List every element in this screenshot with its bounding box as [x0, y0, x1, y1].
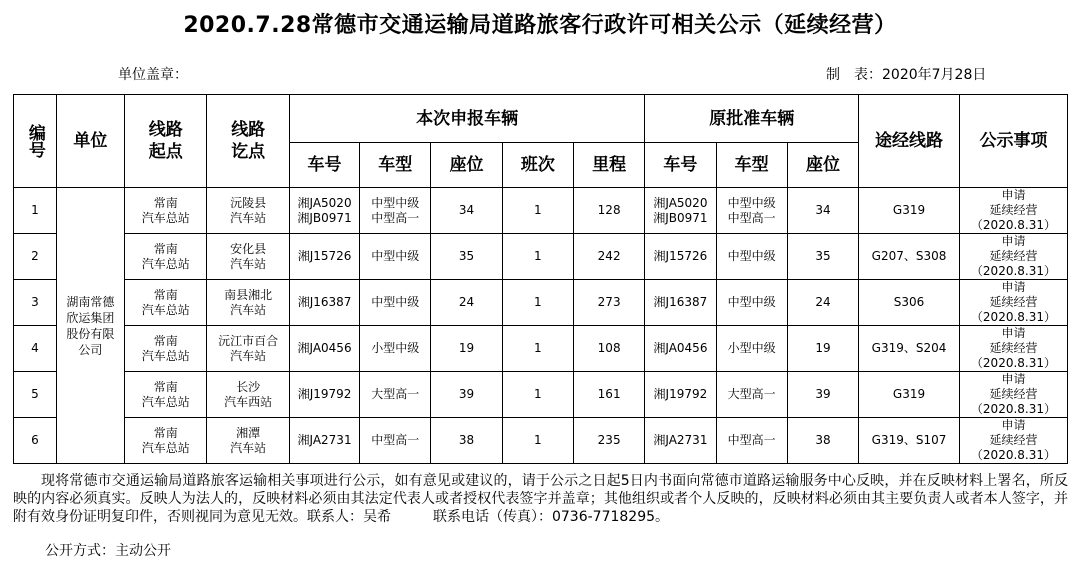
cell-end: 沅陵县 汽车站	[207, 188, 289, 234]
cell-trips: 1	[502, 188, 573, 234]
cell-seats: 24	[431, 280, 502, 326]
cell-model: 中型中级 中型高一	[360, 188, 431, 234]
cell-end: 南县湘北 汽车站	[207, 280, 289, 326]
cell-orig-seats: 35	[787, 234, 858, 280]
cell-no: 1	[14, 188, 57, 234]
cell-orig-model: 大型高一	[716, 372, 787, 418]
cell-orig-model: 中型中级 中型高一	[716, 188, 787, 234]
page-title: 2020.7.28常德市交通运输局道路旅客行政许可相关公示（延续经营）	[183, 13, 897, 38]
cell-unit	[56, 188, 124, 464]
permit-table	[13, 94, 1068, 464]
cell-end: 湘潭 汽车站	[207, 418, 289, 464]
cell-plate: 湘JA0456	[289, 326, 359, 372]
cell-orig-model: 中型中级	[716, 234, 787, 280]
cell-trips: 1	[502, 234, 573, 280]
cell-plate: 湘J16387	[289, 280, 359, 326]
table-row	[14, 372, 1068, 418]
cell-end: 长沙 汽车西站	[207, 372, 289, 418]
cell-mileage: 161	[573, 372, 644, 418]
cell-model: 大型高一	[360, 372, 431, 418]
cell-model: 中型高一	[360, 418, 431, 464]
cell-model: 中型中级	[360, 234, 431, 280]
cell-seats: 34	[431, 188, 502, 234]
table-row	[14, 234, 1068, 280]
cell-notice: 申请 延续经营 （2020.8.31）	[959, 372, 1067, 418]
cell-seats: 19	[431, 326, 502, 372]
cell-mileage: 108	[573, 326, 644, 372]
header-mileage: 里程	[573, 143, 644, 188]
cell-orig-plate: 湘JA0456	[645, 326, 716, 372]
header-start-text: 线路起点	[148, 120, 183, 162]
table-row	[14, 418, 1068, 464]
cell-route: G319、S204	[859, 326, 960, 372]
unit-stamp-label: 单位盖章：	[118, 67, 188, 83]
cell-orig-model: 中型高一	[716, 418, 787, 464]
cell-model: 小型中级	[360, 326, 431, 372]
cell-notice: 申请 延续经营 （2020.8.31）	[959, 188, 1067, 234]
cell-no: 3	[14, 280, 57, 326]
cell-trips: 1	[502, 326, 573, 372]
header-notice: 公示事项	[959, 95, 1067, 188]
cell-no: 6	[14, 418, 57, 464]
cell-no: 4	[14, 326, 57, 372]
cell-orig-plate: 湘J19792	[645, 372, 716, 418]
cell-mileage: 242	[573, 234, 644, 280]
notice-footer	[13, 472, 1068, 526]
header-start	[124, 95, 206, 188]
public-method: 公开方式：主动公开	[45, 543, 171, 559]
header-end-text: 线路讫点	[231, 120, 266, 162]
cell-orig-seats: 38	[787, 418, 858, 464]
header-unit: 单位	[56, 95, 124, 188]
cell-plate: 湘JA5020 湘JB0971	[289, 188, 359, 234]
cell-mileage: 128	[573, 188, 644, 234]
cell-plate: 湘JA2731	[289, 418, 359, 464]
header-end	[207, 95, 289, 188]
cell-mileage: 235	[573, 418, 644, 464]
table-row	[14, 188, 1068, 234]
header-trips: 班次	[502, 143, 573, 188]
cell-start: 常南 汽车总站	[124, 326, 206, 372]
cell-plate: 湘J19792	[289, 372, 359, 418]
header-row-1	[14, 95, 1068, 143]
header-orig-model: 车型	[716, 143, 787, 188]
header-no: 编号	[14, 95, 57, 188]
made-label: 制 表：	[826, 67, 882, 83]
header-current-group: 本次申报车辆	[289, 95, 644, 143]
cell-start: 常南 汽车总站	[124, 418, 206, 464]
cell-mileage: 273	[573, 280, 644, 326]
cell-orig-seats: 34	[787, 188, 858, 234]
table-row	[14, 326, 1068, 372]
cell-plate: 湘J15726	[289, 234, 359, 280]
header-original-group: 原批准车辆	[645, 95, 859, 143]
header-route: 途经线路	[859, 95, 960, 188]
cell-no: 5	[14, 372, 57, 418]
cell-orig-plate: 湘JA2731	[645, 418, 716, 464]
cell-notice: 申请 延续经营 （2020.8.31）	[959, 280, 1067, 326]
header-model: 车型	[360, 143, 431, 188]
cell-notice: 申请 延续经营 （2020.8.31）	[959, 418, 1067, 464]
cell-seats: 38	[431, 418, 502, 464]
cell-notice: 申请 延续经营 （2020.8.31）	[959, 234, 1067, 280]
cell-route: G319、S107	[859, 418, 960, 464]
cell-end: 沅江市百合 汽车站	[207, 326, 289, 372]
header-orig-seats: 座位	[787, 143, 858, 188]
cell-trips: 1	[502, 418, 573, 464]
cell-orig-seats: 24	[787, 280, 858, 326]
cell-route: G207、S308	[859, 234, 960, 280]
cell-orig-model: 中型中级	[716, 280, 787, 326]
cell-no: 2	[14, 234, 57, 280]
cell-notice: 申请 延续经营 （2020.8.31）	[959, 326, 1067, 372]
table-row	[14, 280, 1068, 326]
cell-start: 常南 汽车总站	[124, 234, 206, 280]
cell-route: G319	[859, 372, 960, 418]
cell-route: S306	[859, 280, 960, 326]
cell-orig-plate: 湘J15726	[645, 234, 716, 280]
cell-orig-seats: 39	[787, 372, 858, 418]
cell-seats: 35	[431, 234, 502, 280]
cell-orig-model: 小型中级	[716, 326, 787, 372]
cell-start: 常南 汽车总站	[124, 280, 206, 326]
cell-trips: 1	[502, 372, 573, 418]
cell-start: 常南 汽车总站	[124, 188, 206, 234]
header-plate: 车号	[289, 143, 359, 188]
cell-trips: 1	[502, 280, 573, 326]
cell-route: G319	[859, 188, 960, 234]
cell-model: 中型中级	[360, 280, 431, 326]
unit-name: 湖南常德欣运集团股份有限公司	[66, 294, 115, 357]
cell-orig-plate: 湘JA5020 湘JB0971	[645, 188, 716, 234]
notice-paragraph: 现将常德市交通运输局道路旅客运输相关事项进行公示，如有意见或建议的，请于公示之日起5日内书面向常德市道路运输服务中心反映，并在反映材料上署名，所反映的内容必须真实。反映人为法人的，反映材料必须由其法定代表人或者授权代表签字并盖章；其他组织或者个人反映的，反映材料必须由其主要负责人或者本人签字，并附有效身份证明复印件，否则视同为意见无效。联系人：吴希 联系电话（传真）：0736-7718295。	[13, 473, 1068, 525]
made-date: 2020年7月28日	[882, 67, 987, 83]
cell-orig-plate: 湘J16387	[645, 280, 716, 326]
made-info	[826, 64, 986, 84]
cell-orig-seats: 19	[787, 326, 858, 372]
header-orig-plate: 车号	[645, 143, 716, 188]
header-seats: 座位	[431, 143, 502, 188]
cell-seats: 39	[431, 372, 502, 418]
cell-start: 常南 汽车总站	[124, 372, 206, 418]
cell-end: 安化县 汽车站	[207, 234, 289, 280]
